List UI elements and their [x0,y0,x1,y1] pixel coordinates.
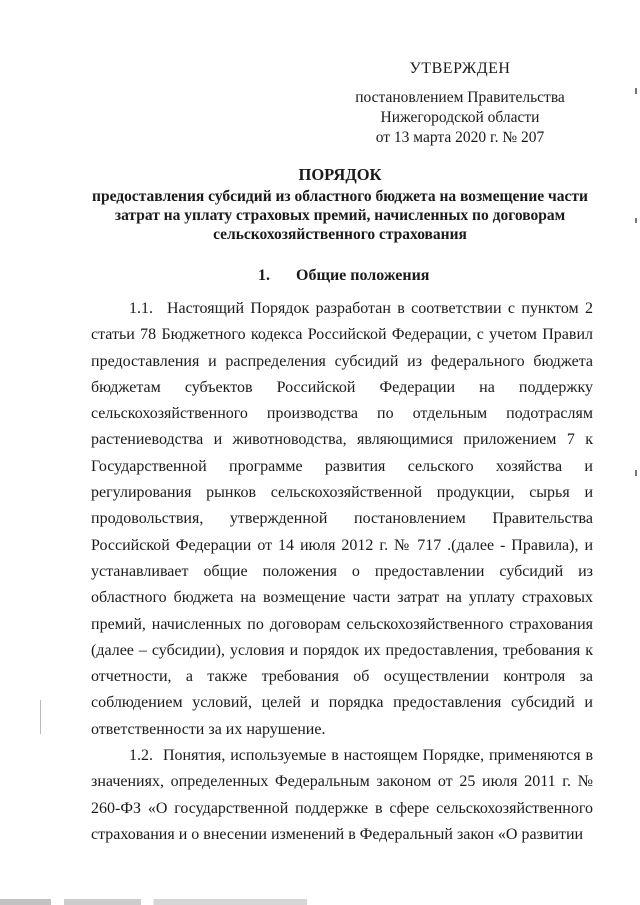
section-title: Общие положения [296,267,430,284]
document-subtitle: предоставления субсидий из областного бюджета на возмещение части затрат на уплату страховых премий, начисленных по договорам сельскохозяйственного страхования [92,188,588,243]
scan-edge-mark [635,470,637,476]
paragraph-1-1 [91,296,593,743]
section-heading [258,267,429,285]
scan-bottom-strip [0,899,640,905]
approval-heading: УТВЕРЖДЕН [409,60,511,77]
document-body [91,296,593,848]
approval-stamp [330,60,590,148]
scan-edge-mark [635,218,637,223]
paragraph-text: Настоящий Порядок разработан в соответствии с пунктом 2 статьи 78 Бюджетного кодекса Российской Федерации, с учетом Правил предоставления и распределения субсидий из федерального бюджета бюджетам субъектов Российской Федерации на поддержку сельскохозяйственного производства по отдельным подотраслям растениеводства и животноводства, являющимися приложением 7 к Государственной программе развития сельского хозяйства и регулирования рынков сельскохозяйственной продукции, сырья и продовольствия, утвержденной постановлением Правительства Российской Федерации от 14 июля 2012 г. № 717 .(далее - Правила), и устанавливает общие положения о предоставлении субсидий из областного бюджета на возмещение части затрат на уплату страховых премий, начисленных по договорам сельскохозяйственного страхования (далее – субсидии), условия и порядок их предоставления, требования к отчетности, а также требования об осуществлении контроля за соблюдением условий, целей и порядка предоставления субсидий и ответственности за их нарушение. [91,300,593,738]
approval-line-2: Нижегородской области [380,109,540,126]
document-title: ПОРЯДОК [298,165,382,184]
approval-line-1: постановлением Правительства [355,89,565,106]
approval-line-3: от 13 марта 2020 г. № 207 [375,129,545,146]
scan-edge-mark [635,88,637,94]
document-title-block [80,165,600,244]
section-number: 1. [258,267,270,284]
paragraph-1-2 [91,743,593,848]
paragraph-number: 1.1. [129,300,153,317]
scan-artifact-line [40,700,41,734]
paragraph-text: Понятия, используемые в настоящем Порядке, применяются в значениях, определенных Федеральным законом от 25 июля 2011 г. № 260-ФЗ «О государственной поддержке в сфере сельскохозяйственного страхования и о внесении изменений в Федеральный закон «О развитии [91,747,593,843]
paragraph-number: 1.2. [129,747,153,765]
